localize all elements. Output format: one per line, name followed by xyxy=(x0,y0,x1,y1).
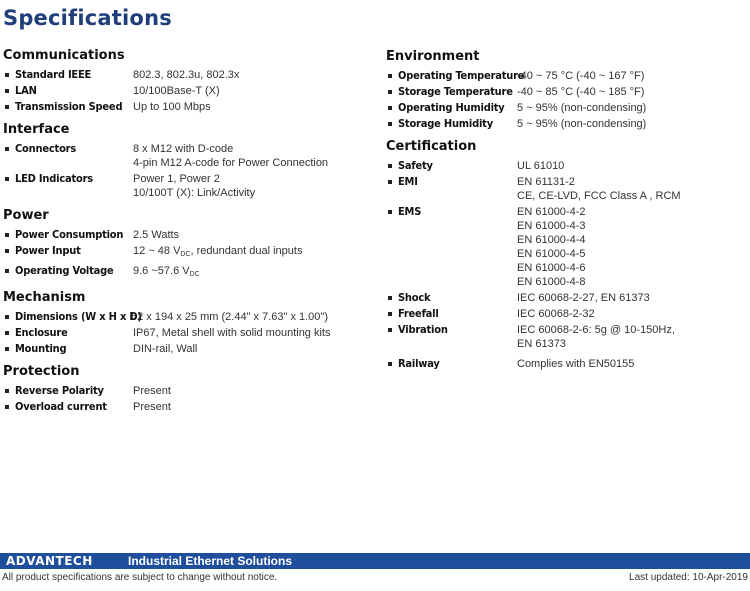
spec-value: EN 61000-4-8 xyxy=(517,276,586,288)
spec-label: LED Indicators xyxy=(15,172,93,185)
spec-row-safety xyxy=(386,159,746,173)
bullet-icon xyxy=(5,249,9,253)
bullet-icon xyxy=(5,331,9,335)
spec-row-led-indicators xyxy=(3,172,363,200)
spec-label: EMS xyxy=(398,205,422,218)
spec-row-connectors xyxy=(3,142,363,170)
spec-value: 2.5 Watts xyxy=(133,229,180,241)
spec-value: IEC 60068-2-6: 5g @ 10-150Hz, xyxy=(517,324,675,336)
spec-label: Operating Temperature xyxy=(398,69,525,82)
bullet-icon xyxy=(388,210,392,214)
spec-value: CE, CE-LVD, FCC Class A , RCM xyxy=(517,190,681,202)
section-title: Environment xyxy=(386,49,480,64)
spec-label: Mounting xyxy=(15,342,67,355)
bullet-icon xyxy=(5,269,9,273)
spec-value: 802.3, 802.3u, 802.3x xyxy=(133,69,240,81)
spec-label: Overload current xyxy=(15,400,107,413)
bullet-icon xyxy=(5,405,9,409)
bullet-icon xyxy=(5,315,9,319)
bullet-icon xyxy=(388,74,392,78)
spec-value: Complies with EN50155 xyxy=(517,358,635,370)
spec-row-standard-ieee xyxy=(3,68,363,82)
bullet-icon xyxy=(388,90,392,94)
left-column xyxy=(3,47,363,421)
bullet-icon xyxy=(388,312,392,316)
subscript-dc: DC xyxy=(180,251,191,258)
footer-notice: All product specifications are subject to change without notice. xyxy=(2,572,278,583)
spec-value: -40 ~ 75 °C (-40 ~ 167 °F) xyxy=(517,70,645,82)
footer-tagline: Industrial Ethernet Solutions xyxy=(128,554,293,568)
spec-value: IP67, Metal shell with solid mounting kits xyxy=(133,327,331,339)
spec-label: Operating Humidity xyxy=(398,101,505,114)
footer-updated: Last updated: 10-Apr-2019 xyxy=(629,572,748,583)
bullet-icon xyxy=(388,296,392,300)
bullet-icon xyxy=(5,233,9,237)
spec-row-power-input xyxy=(3,244,363,262)
bullet-icon xyxy=(5,147,9,151)
spec-value: EN 61131-2 xyxy=(517,176,575,188)
spec-value: Up to 100 Mbps xyxy=(133,101,211,113)
subscript-dc: DC xyxy=(189,271,200,278)
spec-value: EN 61000-4-3 xyxy=(517,220,586,232)
section-title: Communications xyxy=(3,48,125,63)
spec-row-freefall xyxy=(386,307,746,321)
bullet-icon xyxy=(5,73,9,77)
bullet-icon xyxy=(388,164,392,168)
spec-value: 10/100T (X): Link/Activity xyxy=(133,187,256,199)
brand-logo: ADVANTECH xyxy=(6,554,93,568)
bullet-icon xyxy=(388,106,392,110)
spec-row-storage-humidity xyxy=(386,117,746,131)
section-certification xyxy=(386,138,746,371)
spec-label: Storage Humidity xyxy=(398,117,493,130)
spec-row-overload-current xyxy=(3,400,363,414)
section-title: Protection xyxy=(3,364,80,379)
spec-row-shock xyxy=(386,291,746,305)
spec-value: 9.6 ~57.6 $V_{DC}$ xyxy=(133,265,200,278)
spec-row-operating-voltage xyxy=(3,264,363,282)
bullet-icon xyxy=(5,389,9,393)
section-title: Power xyxy=(3,208,49,223)
spec-value: 62 x 194 x 25 mm (2.44" x 7.63" x 1.00") xyxy=(131,311,328,323)
spec-row-enclosure xyxy=(3,326,363,340)
spec-value: 10/100Base-T (X) xyxy=(133,85,220,97)
spec-row-vibration xyxy=(386,323,746,351)
spec-value: 5 ~ 95% (non-condensing) xyxy=(517,118,647,130)
spec-value: DIN-rail, Wall xyxy=(133,343,198,355)
spec-value: Present xyxy=(133,401,171,413)
spec-row-dimensions xyxy=(3,310,363,324)
spec-label: Reverse Polarity xyxy=(15,384,104,397)
spec-row-mounting xyxy=(3,342,363,356)
spec-value: -40 ~ 85 °C (-40 ~ 185 °F) xyxy=(517,86,645,98)
spec-value: Present xyxy=(133,385,171,397)
spec-label: Enclosure xyxy=(15,326,68,339)
bullet-icon xyxy=(5,347,9,351)
spec-value: IEC 60068-2-27, EN 61373 xyxy=(517,292,650,304)
bullet-icon xyxy=(388,180,392,184)
spec-value: EN 61000-4-4 xyxy=(517,234,586,246)
section-mechanism xyxy=(3,289,363,356)
spec-value: EN 61000-4-2 xyxy=(517,206,586,218)
spec-row-reverse-polarity xyxy=(3,384,363,398)
spec-value: 8 x M12 with D-code xyxy=(133,143,234,155)
spec-value: IEC 60068-2-32 xyxy=(517,308,595,320)
spec-label: Railway xyxy=(398,357,440,370)
spec-value: EN 61000-4-6 xyxy=(517,262,586,274)
spec-label: Safety xyxy=(398,159,433,172)
spec-value: 12 ~ 48 $V_{DC}$, redundant dual inputs xyxy=(133,245,303,258)
spec-label: Operating Voltage xyxy=(15,264,114,277)
spec-label: LAN xyxy=(15,84,37,97)
spec-label: Vibration xyxy=(398,323,448,336)
section-interface xyxy=(3,121,363,200)
spec-label: Shock xyxy=(398,291,431,304)
footer-bar xyxy=(0,553,750,569)
section-protection xyxy=(3,363,363,414)
right-column xyxy=(386,48,746,378)
bullet-icon xyxy=(5,89,9,93)
spec-label: Power Input xyxy=(15,244,81,257)
section-title: Mechanism xyxy=(3,290,86,305)
bullet-icon xyxy=(5,105,9,109)
spec-value: 4-pin M12 A-code for Power Connection xyxy=(133,157,329,169)
spec-value: EN 61000-4-5 xyxy=(517,248,586,260)
spec-value: UL 61010 xyxy=(517,160,565,172)
spec-label: Dimensions (W x H x D) xyxy=(15,310,142,323)
spec-label: Power Consumption xyxy=(15,228,124,241)
spec-label: Connectors xyxy=(15,142,77,155)
bullet-icon xyxy=(388,122,392,126)
section-title: Interface xyxy=(3,122,70,137)
spec-row-lan xyxy=(3,84,363,98)
spec-row-ems xyxy=(386,205,746,289)
spec-row-operating-temperature xyxy=(386,69,746,83)
spec-label: Standard IEEE xyxy=(15,68,92,81)
page-title: Specifications xyxy=(3,6,172,30)
spec-row-emi xyxy=(386,175,746,203)
bullet-icon xyxy=(5,177,9,181)
section-communications xyxy=(3,47,363,114)
spec-label: Storage Temperature xyxy=(398,85,513,98)
section-title: Certification xyxy=(386,139,477,154)
spec-row-operating-humidity xyxy=(386,101,746,115)
spec-label: Freefall xyxy=(398,307,439,320)
section-environment xyxy=(386,48,746,131)
spec-value: Power 1, Power 2 xyxy=(133,173,220,185)
spec-value: 5 ~ 95% (non-condensing) xyxy=(517,102,647,114)
spec-value: EN 61373 xyxy=(517,338,566,350)
spec-row-storage-temperature xyxy=(386,85,746,99)
spec-row-power-consumption xyxy=(3,228,363,242)
spec-label: EMI xyxy=(398,175,418,188)
bullet-icon xyxy=(388,328,392,332)
spec-row-transmission-speed xyxy=(3,100,363,114)
section-power xyxy=(3,207,363,282)
spec-row-railway xyxy=(386,357,746,371)
bullet-icon xyxy=(388,362,392,366)
spec-label: Transmission Speed xyxy=(15,100,123,113)
